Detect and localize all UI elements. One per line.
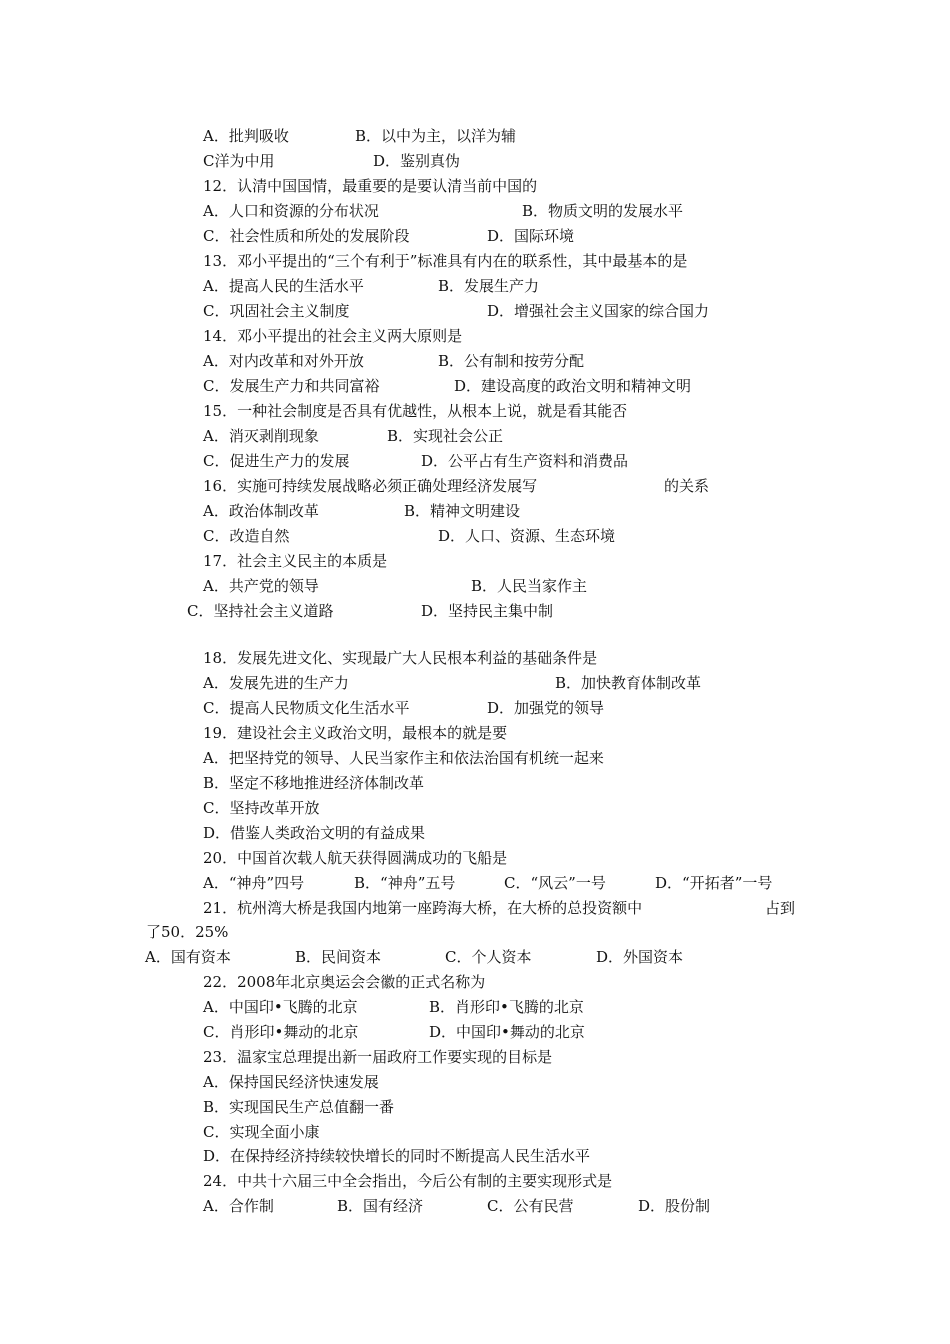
option-a: A．批判吸收 [203, 127, 289, 145]
option-b: B．“神舟”五号 [354, 874, 456, 892]
option-a: A．合作制 [203, 1197, 274, 1215]
q17-stem: 17．社会主义民主的本质是 [203, 552, 388, 570]
option-b: B．人民当家作主 [471, 577, 588, 595]
q12-stem: 12．认清中国国情，最重要的是要认清当前中国的 [203, 177, 538, 195]
option-d: D．股份制 [638, 1197, 711, 1215]
option-d: D．“开拓者”一号 [655, 874, 773, 892]
option-a: A．消灭剥削现象 [203, 427, 319, 445]
q23-option-a: A．保持国民经济快速发展 [203, 1073, 379, 1091]
option-c: C．发展生产力和共同富裕 [203, 377, 380, 395]
option-b: B．加快教育体制改革 [555, 674, 702, 692]
q22-stem: 22．2008年北京奥运会会徽的正式名称为 [203, 973, 486, 991]
option-b: B．实现社会公正 [387, 427, 504, 445]
option-c: C洋为中用 [203, 152, 275, 170]
q20-stem: 20．中国首次载人航天获得圆满成功的飞船是 [203, 849, 508, 867]
option-c: C．肖形印•舞动的北京 [203, 1023, 359, 1041]
option-b: B．公有制和按劳分配 [438, 352, 585, 370]
option-a: A．中国印•飞腾的北京 [203, 998, 358, 1016]
q24-stem: 24．中共十六届三中全会指出，今后公有制的主要实现形式是 [203, 1172, 613, 1190]
option-b: B．发展生产力 [438, 277, 540, 295]
option-c: C．坚持社会主义道路 [187, 602, 334, 620]
option-b: B．精神文明建设 [404, 502, 521, 520]
q23-stem: 23．温家宝总理提出新一届政府工作要实现的目标是 [203, 1048, 553, 1066]
q19-option-c: C．坚持改革开放 [203, 799, 320, 817]
option-b: B．物质文明的发展水平 [522, 202, 684, 220]
option-a: A．国有资本 [145, 948, 231, 966]
option-d: D．外国资本 [596, 948, 684, 966]
option-a: A．人口和资源的分布状况 [203, 202, 379, 220]
q21-stem-continuation: 了50．25% [146, 923, 229, 941]
option-d: D．鉴别真伪 [373, 152, 461, 170]
option-c: C．巩固社会主义制度 [203, 302, 350, 320]
option-d: D．中国印•舞动的北京 [429, 1023, 585, 1041]
q15-stem: 15．一种社会制度是否具有优越性，从根本上说，就是看其能否 [203, 402, 628, 420]
q21-stem-part1: 21．杭州湾大桥是我国内地第一座跨海大桥，在大桥的总投资额中 [203, 899, 643, 917]
option-a: A．发展先进的生产力 [203, 674, 349, 692]
q16-stem-part2: 的关系 [664, 477, 710, 495]
option-c: C．社会性质和所处的发展阶段 [203, 227, 410, 245]
option-d: D．加强党的领导 [487, 699, 605, 717]
option-b: B．以中为主，以洋为辅 [355, 127, 517, 145]
q18-stem: 18．发展先进文化、实现最广大人民根本利益的基础条件是 [203, 649, 598, 667]
option-c: C．提高人民物质文化生活水平 [203, 699, 410, 717]
q13-stem: 13．邓小平提出的“三个有利于”标准具有内在的联系性，其中最基本的是 [203, 252, 688, 270]
q19-option-d: D．借鉴人类政治文明的有益成果 [203, 824, 426, 842]
option-a: A．提高人民的生活水平 [203, 277, 364, 295]
option-a: A．“神舟”四号 [203, 874, 305, 892]
q23-option-c: C．实现全面小康 [203, 1123, 320, 1141]
option-c: C．公有民营 [487, 1197, 574, 1215]
q19-option-a: A．把坚持党的领导、人民当家作主和依法治国有机统一起来 [203, 749, 604, 767]
option-c: C．个人资本 [445, 948, 532, 966]
option-d: D．坚持民主集中制 [421, 602, 554, 620]
option-d: D．人口、资源、生态环境 [438, 527, 616, 545]
option-b: B．民间资本 [295, 948, 382, 966]
option-d: D．国际环境 [487, 227, 575, 245]
q16-stem-part1: 16．实施可持续发展战略必须正确处理经济发展写 [203, 477, 538, 495]
option-d: D．增强社会主义国家的综合国力 [487, 302, 710, 320]
q14-stem: 14．邓小平提出的社会主义两大原则是 [203, 327, 463, 345]
q23-option-d: D．在保持经济持续较快增长的同时不断提高人民生活水平 [203, 1147, 591, 1165]
option-c: C．“风云”一号 [504, 874, 606, 892]
q21-stem-part2: 占到 [765, 899, 796, 917]
option-b: B．国有经济 [337, 1197, 424, 1215]
q23-option-b: B．实现国民生产总值翻一番 [203, 1098, 395, 1116]
option-c: C．促进生产力的发展 [203, 452, 350, 470]
option-d: D．公平占有生产资料和消费品 [421, 452, 629, 470]
option-c: C．改造自然 [203, 527, 290, 545]
option-a: A．政治体制改革 [203, 502, 319, 520]
q19-stem: 19．建设社会主义政治文明，最根本的就是要 [203, 724, 508, 742]
q19-option-b: B．坚定不移地推进经济体制改革 [203, 774, 425, 792]
option-a: A．对内改革和对外开放 [203, 352, 364, 370]
option-d: D．建设高度的政治文明和精神文明 [454, 377, 692, 395]
option-a: A．共产党的领导 [203, 577, 319, 595]
option-b: B．肖形印•飞腾的北京 [429, 998, 584, 1016]
